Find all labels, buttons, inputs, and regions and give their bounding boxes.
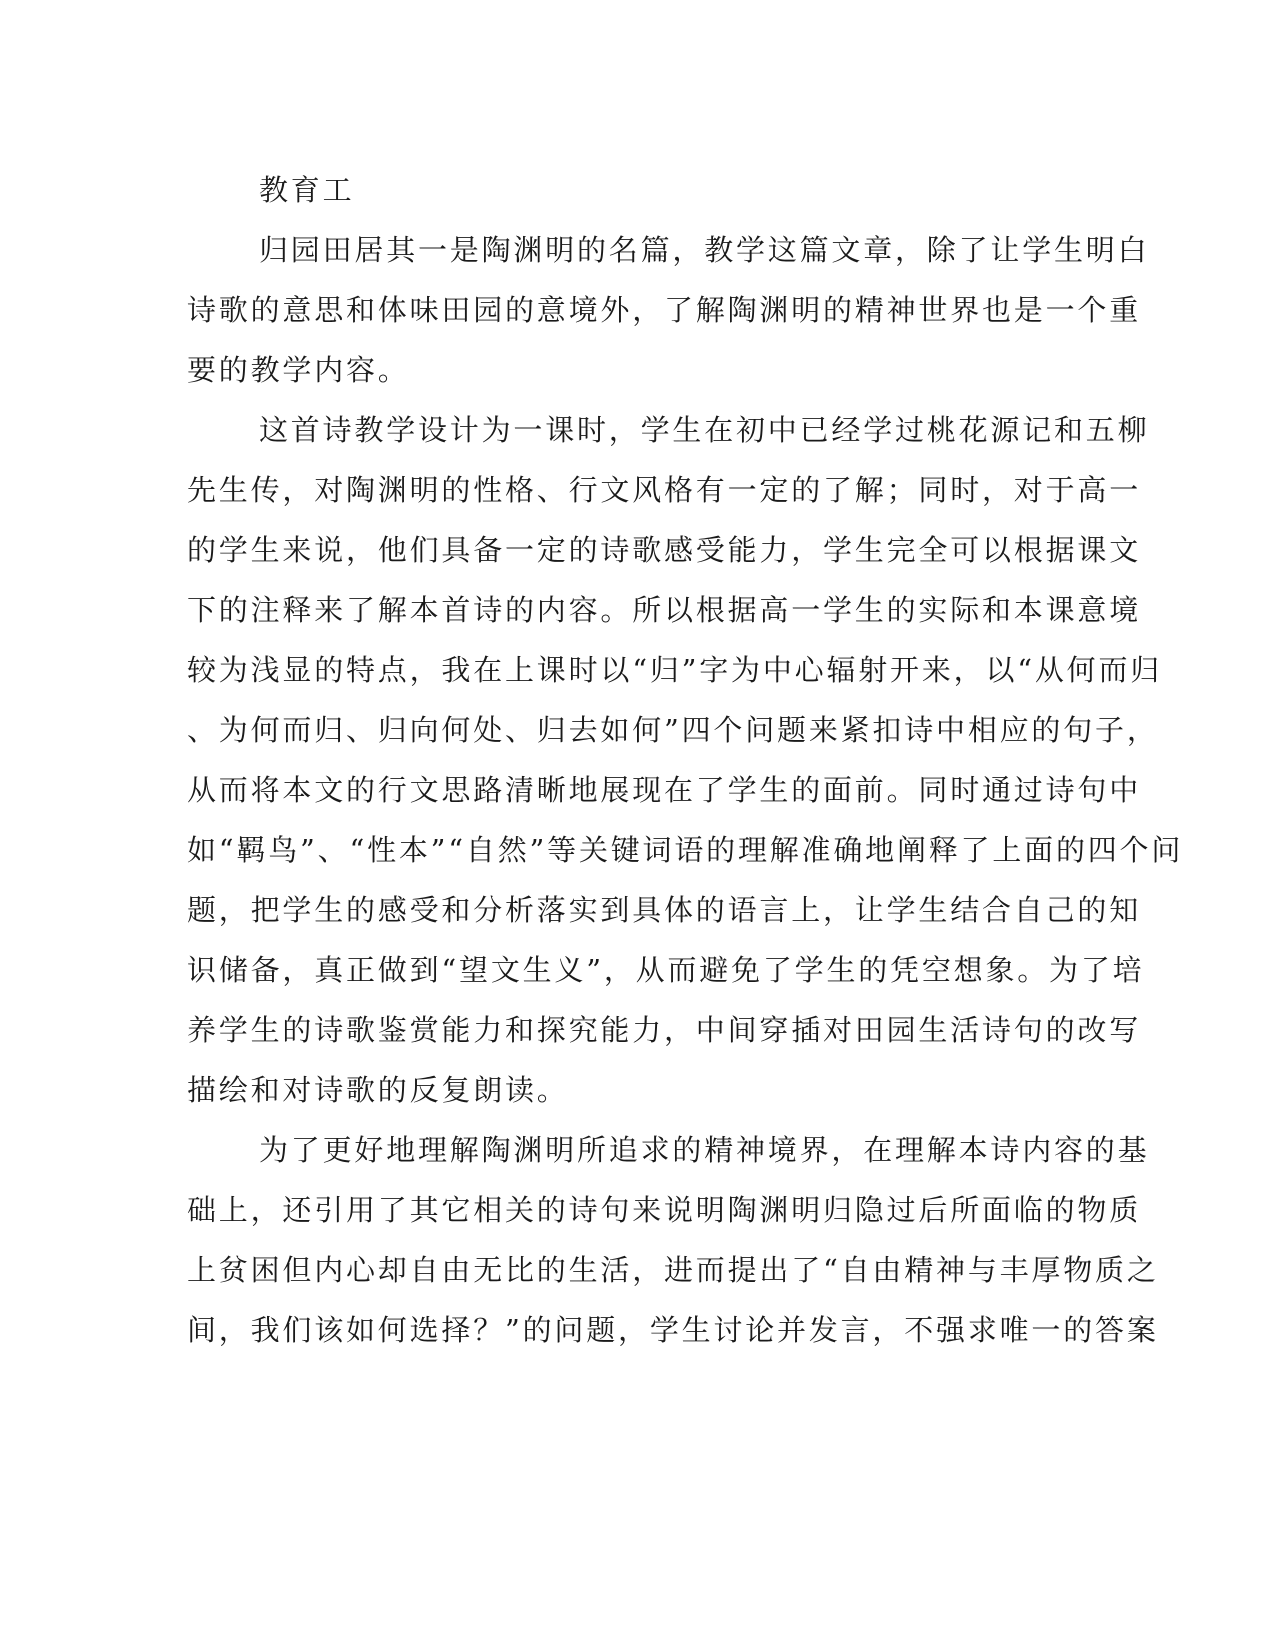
paragraph-line: 描绘和对诗歌的反复朗读。: [187, 1073, 569, 1107]
paragraph-line: 上贫困但内心却自由无比的生活，进而提出了“自由精神与丰厚物质之: [187, 1253, 1159, 1287]
paragraph-line: 题，把学生的感受和分析落实到具体的语言上，让学生结合自己的知: [187, 893, 1142, 927]
paragraph-line: 从而将本文的行文思路清晰地展现在了学生的面前。同时通过诗句中: [187, 773, 1142, 807]
paragraph-3: [187, 1120, 1159, 1360]
paragraph-line: 诗歌的意思和体味田园的意境外，了解陶渊明的精神世界也是一个重: [187, 293, 1142, 327]
paragraph-1: [187, 220, 1150, 400]
paragraph-line: 间，我们该如何选择？”的问题，学生讨论并发言，不强求唯一的答案: [187, 1313, 1159, 1347]
paragraph-line: 这首诗教学设计为一课时，学生在初中已经学过桃花源记和五柳: [259, 413, 1150, 447]
paragraph-line: 下的注释来了解本首诗的内容。所以根据高一学生的实际和本课意境: [187, 593, 1142, 627]
document-body: [187, 160, 1184, 1360]
paragraph-line: 为了更好地理解陶渊明所追求的精神境界，在理解本诗内容的基: [259, 1133, 1150, 1167]
document-heading: 教育工: [259, 173, 355, 207]
paragraph-line: 识储备，真正做到“望文生义”，从而避免了学生的凭空想象。为了培: [187, 953, 1145, 987]
paragraph-line: 归园田居其一是陶渊明的名篇，教学这篇文章，除了让学生明白: [259, 233, 1150, 267]
paragraph-line: 较为浅显的特点，我在上课时以“归”字为中心辐射开来，以“从何而归: [187, 653, 1163, 687]
paragraph-line: 、为何而归、归向何处、归去如何”四个问题来紧扣诗中相应的句子，: [187, 713, 1159, 747]
paragraph-line: 要的教学内容。: [187, 353, 410, 387]
paragraph-line: 的学生来说，他们具备一定的诗歌感受能力，学生完全可以根据课文: [187, 533, 1142, 567]
paragraph-line: 如“羁鸟”、“性本”“自然”等关键词语的理解准确地阐释了上面的四个问: [187, 833, 1184, 867]
paragraph-line: 先生传，对陶渊明的性格、行文风格有一定的了解；同时，对于高一: [187, 473, 1142, 507]
paragraph-line: 础上，还引用了其它相关的诗句来说明陶渊明归隐过后所面临的物质: [187, 1193, 1142, 1227]
paragraph-line: 养学生的诗歌鉴赏能力和探究能力，中间穿插对田园生活诗句的改写: [187, 1013, 1142, 1047]
paragraph-2: [187, 400, 1184, 1120]
